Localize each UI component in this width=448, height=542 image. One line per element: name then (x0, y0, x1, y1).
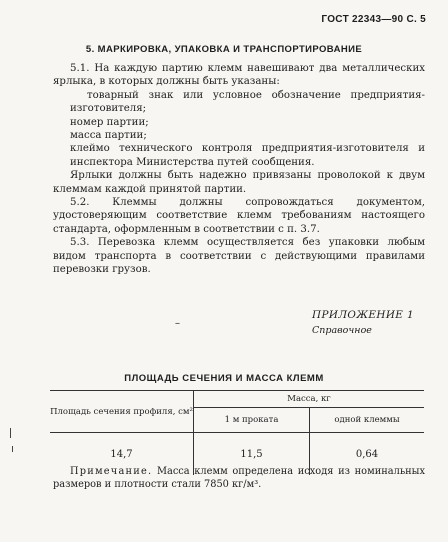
cell-mass-per-clamp: 0,64 (355, 448, 379, 460)
appendix-heading (312, 309, 414, 336)
list-item-trademark: товарный знак или условное обозначение предприятия-изготовителя; (70, 89, 425, 115)
mass-table (50, 390, 424, 475)
note-text: Масса клемм определена исходя из номинальных размеров и плотности стали 7850 кг/м³. (53, 466, 425, 491)
header-mass: Масса, кг (194, 391, 425, 408)
appendix-subtitle: Справочное (312, 325, 372, 336)
list-item-mass: масса партии; (70, 130, 147, 142)
list-item-batch: номер партии; (70, 116, 149, 128)
header-area: Площадь сечения профиля, см² (50, 391, 194, 433)
appendix-title: ПРИЛОЖЕНИЕ 1 (312, 309, 414, 321)
paragraph-labels: Ярлыки должны быть надежно привязаны проволокой к двум клеммам каждой принятой партии. (53, 170, 425, 195)
section-title: 5. МАРКИРОВКА, УПАКОВКА И ТРАНСПОРТИРОВАНИЕ (85, 44, 363, 55)
scan-mark (12, 446, 13, 452)
paragraph-5-2: 5.2. Клеммы должны сопровождаться документом, удостоверяющим соответствие клемм требованиям настоящего стандарта, оформленным в соответствии с п. 3.7. (53, 197, 425, 235)
paragraph-5-1: 5.1. На каждую партию клемм навешивают два металлических ярлыка, в которых должны быть указаны: (53, 63, 425, 88)
scan-mark (10, 428, 11, 438)
page-header: ГОСТ 22343—90 С. 5 (321, 14, 426, 25)
table-note (53, 465, 425, 492)
header-mass-per-meter: 1 м проката (194, 408, 310, 433)
cell-area: 14,7 (50, 433, 194, 476)
cell-mass-per-meter: 11,5 (194, 433, 310, 476)
dash-mark: – (175, 318, 180, 329)
table-title: ПЛОЩАДЬ СЕЧЕНИЯ И МАССА КЛЕММ (124, 373, 324, 384)
header-mass-per-clamp: одной клеммы (310, 408, 425, 433)
note-label: Примечание. (70, 466, 153, 477)
paragraph-5-3: 5.3. Перевозка клемм осуществляется без упаковки любым видом транспорта в соответствии с действующими правилами перевозки грузов. (53, 237, 425, 276)
list-item-stamp: клеймо технического контроля предприятия-изготовителя и инспектора Министерства путей сообщения. (70, 143, 425, 168)
section-body (53, 62, 425, 277)
